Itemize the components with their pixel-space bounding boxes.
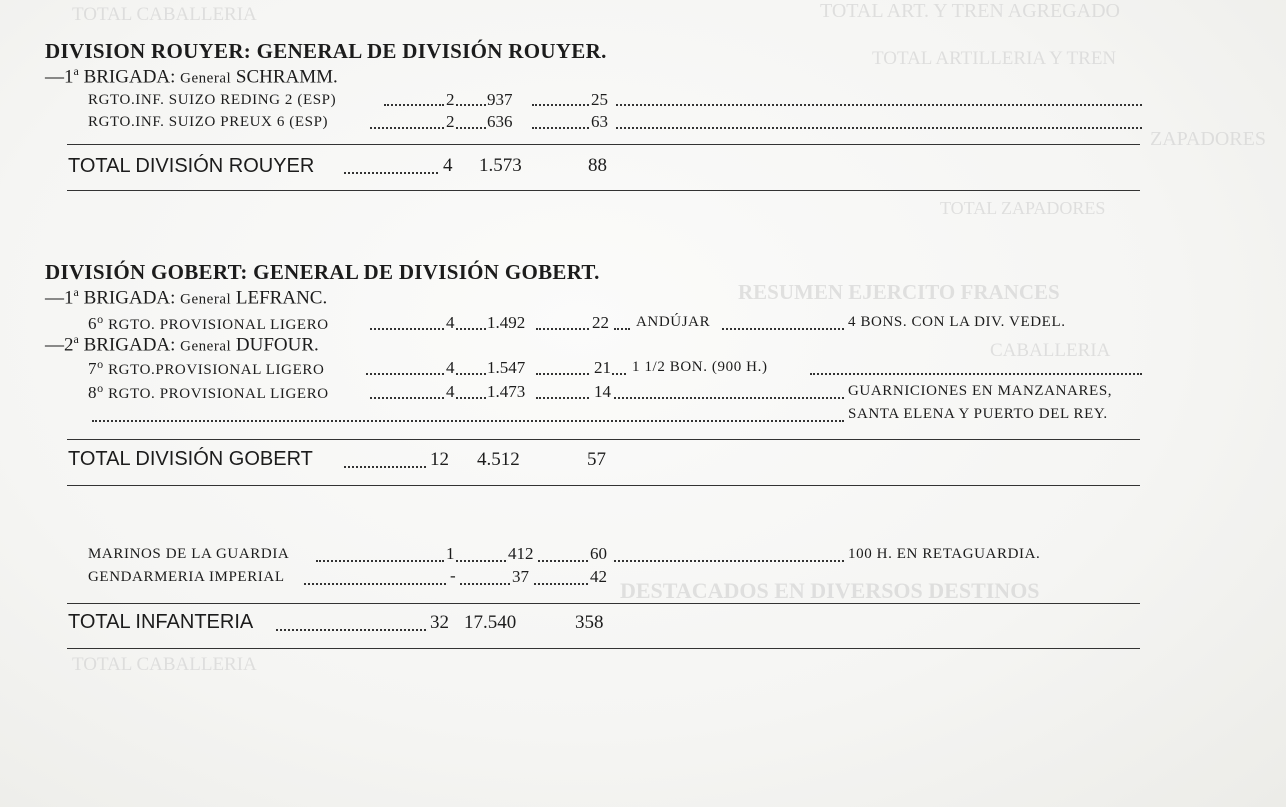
leader-dots bbox=[344, 172, 438, 174]
brigade-sup: a bbox=[73, 64, 79, 78]
gobert-heading: DIVISIÓN GOBERT: GENERAL DE DIVISIÓN GOBERT. bbox=[45, 260, 600, 284]
table-row-men: 636 bbox=[487, 112, 513, 131]
rouyer-brigade-line bbox=[45, 64, 338, 88]
leader-dots bbox=[616, 104, 1142, 106]
leader-dots bbox=[370, 127, 444, 129]
bleed-through-3: TOTAL ARTILLERIA Y TREN bbox=[872, 48, 1117, 69]
regiment-sup: o bbox=[97, 381, 104, 395]
table-row-bons: 4 bbox=[446, 358, 455, 377]
rouyer-total-men: 1.573 bbox=[479, 155, 522, 176]
table-row-note: GUARNICIONES EN MANZANARES, bbox=[848, 383, 1113, 399]
brigade-commander: LEFRANC. bbox=[235, 287, 328, 309]
table-row-unit: RGTO.INF. SUIZO REDING 2 (ESP) bbox=[88, 92, 337, 108]
regiment-sup: o bbox=[97, 312, 104, 326]
table-row-men: 412 bbox=[508, 544, 534, 563]
regiment-name: RGTO. PROVISIONAL LIGERO bbox=[108, 317, 329, 333]
brigade-prefix: —1 bbox=[45, 287, 74, 309]
table-row-losses: 42 bbox=[590, 567, 607, 586]
leader-dots bbox=[536, 373, 589, 375]
table-row-losses: 21 bbox=[594, 358, 611, 377]
brigade-sup: a bbox=[73, 332, 79, 346]
leader-dots bbox=[316, 560, 444, 562]
leader-dots bbox=[532, 104, 589, 106]
infanteria-total-men: 17.540 bbox=[464, 612, 517, 633]
brigade-commander: SCHRAMM. bbox=[235, 66, 338, 88]
leader-dots bbox=[612, 373, 626, 375]
regiment-number: 7 bbox=[88, 359, 98, 378]
regiment-name: RGTO. PROVISIONAL LIGERO bbox=[108, 386, 329, 402]
brigade-label: BRIGADA: bbox=[83, 287, 176, 309]
leader-dots bbox=[810, 373, 1142, 375]
regiment-name: RGTO.PROVISIONAL LIGERO bbox=[108, 362, 325, 378]
leader-dots bbox=[536, 397, 589, 399]
leader-dots bbox=[538, 560, 588, 562]
leader-dots bbox=[370, 397, 444, 399]
table-row-unit: GENDARMERIA IMPERIAL bbox=[88, 569, 285, 585]
leader-dots bbox=[92, 420, 844, 422]
leader-dots bbox=[616, 127, 1142, 129]
regiment-number: 8 bbox=[88, 383, 98, 402]
brigade-prefix: —1 bbox=[45, 66, 74, 88]
gobert-total-men: 4.512 bbox=[477, 449, 520, 470]
table-row-losses: 22 bbox=[592, 313, 609, 332]
table-row-bons: 2 bbox=[446, 112, 455, 131]
divider bbox=[67, 603, 1140, 604]
divider bbox=[67, 648, 1140, 649]
divider bbox=[67, 190, 1140, 191]
table-row-bons: 4 bbox=[446, 382, 455, 401]
rouyer-total-label: TOTAL DIVISIÓN ROUYER bbox=[68, 155, 315, 177]
table-row-note: 4 BONS. CON LA DIV. VEDEL. bbox=[848, 314, 1066, 330]
rouyer-total-losses: 88 bbox=[588, 155, 607, 176]
rouyer-heading: DIVISION ROUYER: GENERAL DE DIVISIÓN ROUYER. bbox=[45, 39, 607, 63]
bleed-through-5: TOTAL ZAPADORES bbox=[940, 198, 1106, 218]
regiment-number: 6 bbox=[88, 314, 98, 333]
bleed-through-2: TOTAL ART. Y TREN AGREGADO bbox=[820, 0, 1120, 22]
infanteria-total-label: TOTAL INFANTERIA bbox=[68, 611, 254, 633]
table-row-location: ANDÚJAR bbox=[636, 314, 711, 330]
gobert-brigade2-line bbox=[45, 332, 319, 356]
rouyer-total-bons: 4 bbox=[443, 155, 453, 176]
divider bbox=[67, 144, 1140, 145]
gobert-total-losses: 57 bbox=[587, 449, 606, 470]
leader-dots bbox=[614, 397, 844, 399]
table-row-men: 937 bbox=[487, 90, 513, 109]
bleed-through-4: ZAPADORES bbox=[1150, 128, 1266, 150]
leader-dots bbox=[536, 328, 589, 330]
leader-dots bbox=[460, 583, 510, 585]
leader-dots bbox=[456, 104, 486, 106]
regiment-sup: o bbox=[97, 357, 104, 371]
table-row-unit bbox=[88, 357, 324, 379]
leader-dots bbox=[384, 104, 444, 106]
leader-dots bbox=[344, 466, 426, 468]
leader-dots bbox=[304, 583, 446, 585]
table-row-bons: 1 bbox=[446, 544, 455, 563]
table-row-men: 1.492 bbox=[487, 313, 526, 332]
brigade-prefix: —2 bbox=[45, 334, 74, 356]
leader-dots bbox=[456, 373, 486, 375]
table-row-bons: - bbox=[450, 566, 456, 585]
table-row-note: SANTA ELENA Y PUERTO DEL REY. bbox=[848, 406, 1108, 422]
divider bbox=[67, 439, 1140, 440]
divider bbox=[67, 485, 1140, 486]
table-row-losses: 63 bbox=[591, 112, 608, 131]
leader-dots bbox=[276, 629, 426, 631]
bleed-through-7: CABALLERIA bbox=[990, 340, 1111, 361]
infanteria-total-bons: 32 bbox=[430, 612, 449, 633]
table-row-unit bbox=[88, 312, 329, 334]
table-row-location: 1 1/2 BON. (900 H.) bbox=[632, 359, 768, 375]
table-row-unit: MARINOS DE LA GUARDIA bbox=[88, 546, 290, 562]
bleed-through-1: TOTAL CABALLERIA bbox=[72, 4, 257, 25]
leader-dots bbox=[456, 397, 486, 399]
table-row-losses: 14 bbox=[594, 382, 611, 401]
leader-dots bbox=[456, 328, 486, 330]
leader-dots bbox=[456, 127, 486, 129]
table-row-bons: 4 bbox=[446, 313, 455, 332]
infanteria-total-losses: 358 bbox=[575, 612, 604, 633]
brigade-rank: General bbox=[180, 70, 232, 87]
leader-dots bbox=[534, 583, 588, 585]
table-row-bons: 2 bbox=[446, 90, 455, 109]
table-row-losses: 60 bbox=[590, 544, 607, 563]
table-row-losses: 25 bbox=[591, 90, 608, 109]
brigade-rank: General bbox=[180, 291, 232, 308]
gobert-total-label: TOTAL DIVISIÓN GOBERT bbox=[68, 448, 313, 470]
gobert-brigade1-line bbox=[45, 285, 327, 309]
table-row-unit bbox=[88, 381, 329, 403]
table-row-unit: RGTO.INF. SUIZO PREUX 6 (ESP) bbox=[88, 114, 329, 130]
table-row-men: 37 bbox=[512, 567, 529, 586]
leader-dots bbox=[456, 560, 506, 562]
leader-dots bbox=[366, 373, 444, 375]
brigade-commander: DUFOUR. bbox=[235, 334, 319, 356]
brigade-label: BRIGADA: bbox=[83, 334, 176, 356]
brigade-rank: General bbox=[180, 338, 232, 355]
leader-dots bbox=[370, 328, 444, 330]
table-row-note: 100 H. EN RETAGUARDIA. bbox=[848, 546, 1041, 562]
bleed-through-6: RESUMEN EJERCITO FRANCES bbox=[738, 280, 1060, 304]
bleed-through-8: DESTACADOS EN DIVERSOS DESTINOS bbox=[620, 578, 1040, 603]
gobert-total-bons: 12 bbox=[430, 449, 449, 470]
leader-dots bbox=[532, 127, 589, 129]
leader-dots bbox=[614, 328, 630, 330]
leader-dots bbox=[614, 560, 844, 562]
brigade-sup: a bbox=[73, 285, 79, 299]
table-row-men: 1.547 bbox=[487, 358, 526, 377]
leader-dots bbox=[722, 328, 844, 330]
brigade-label: BRIGADA: bbox=[83, 66, 176, 88]
table-row-men: 1.473 bbox=[487, 382, 526, 401]
bleed-through-9: TOTAL CABALLERIA bbox=[72, 654, 257, 675]
